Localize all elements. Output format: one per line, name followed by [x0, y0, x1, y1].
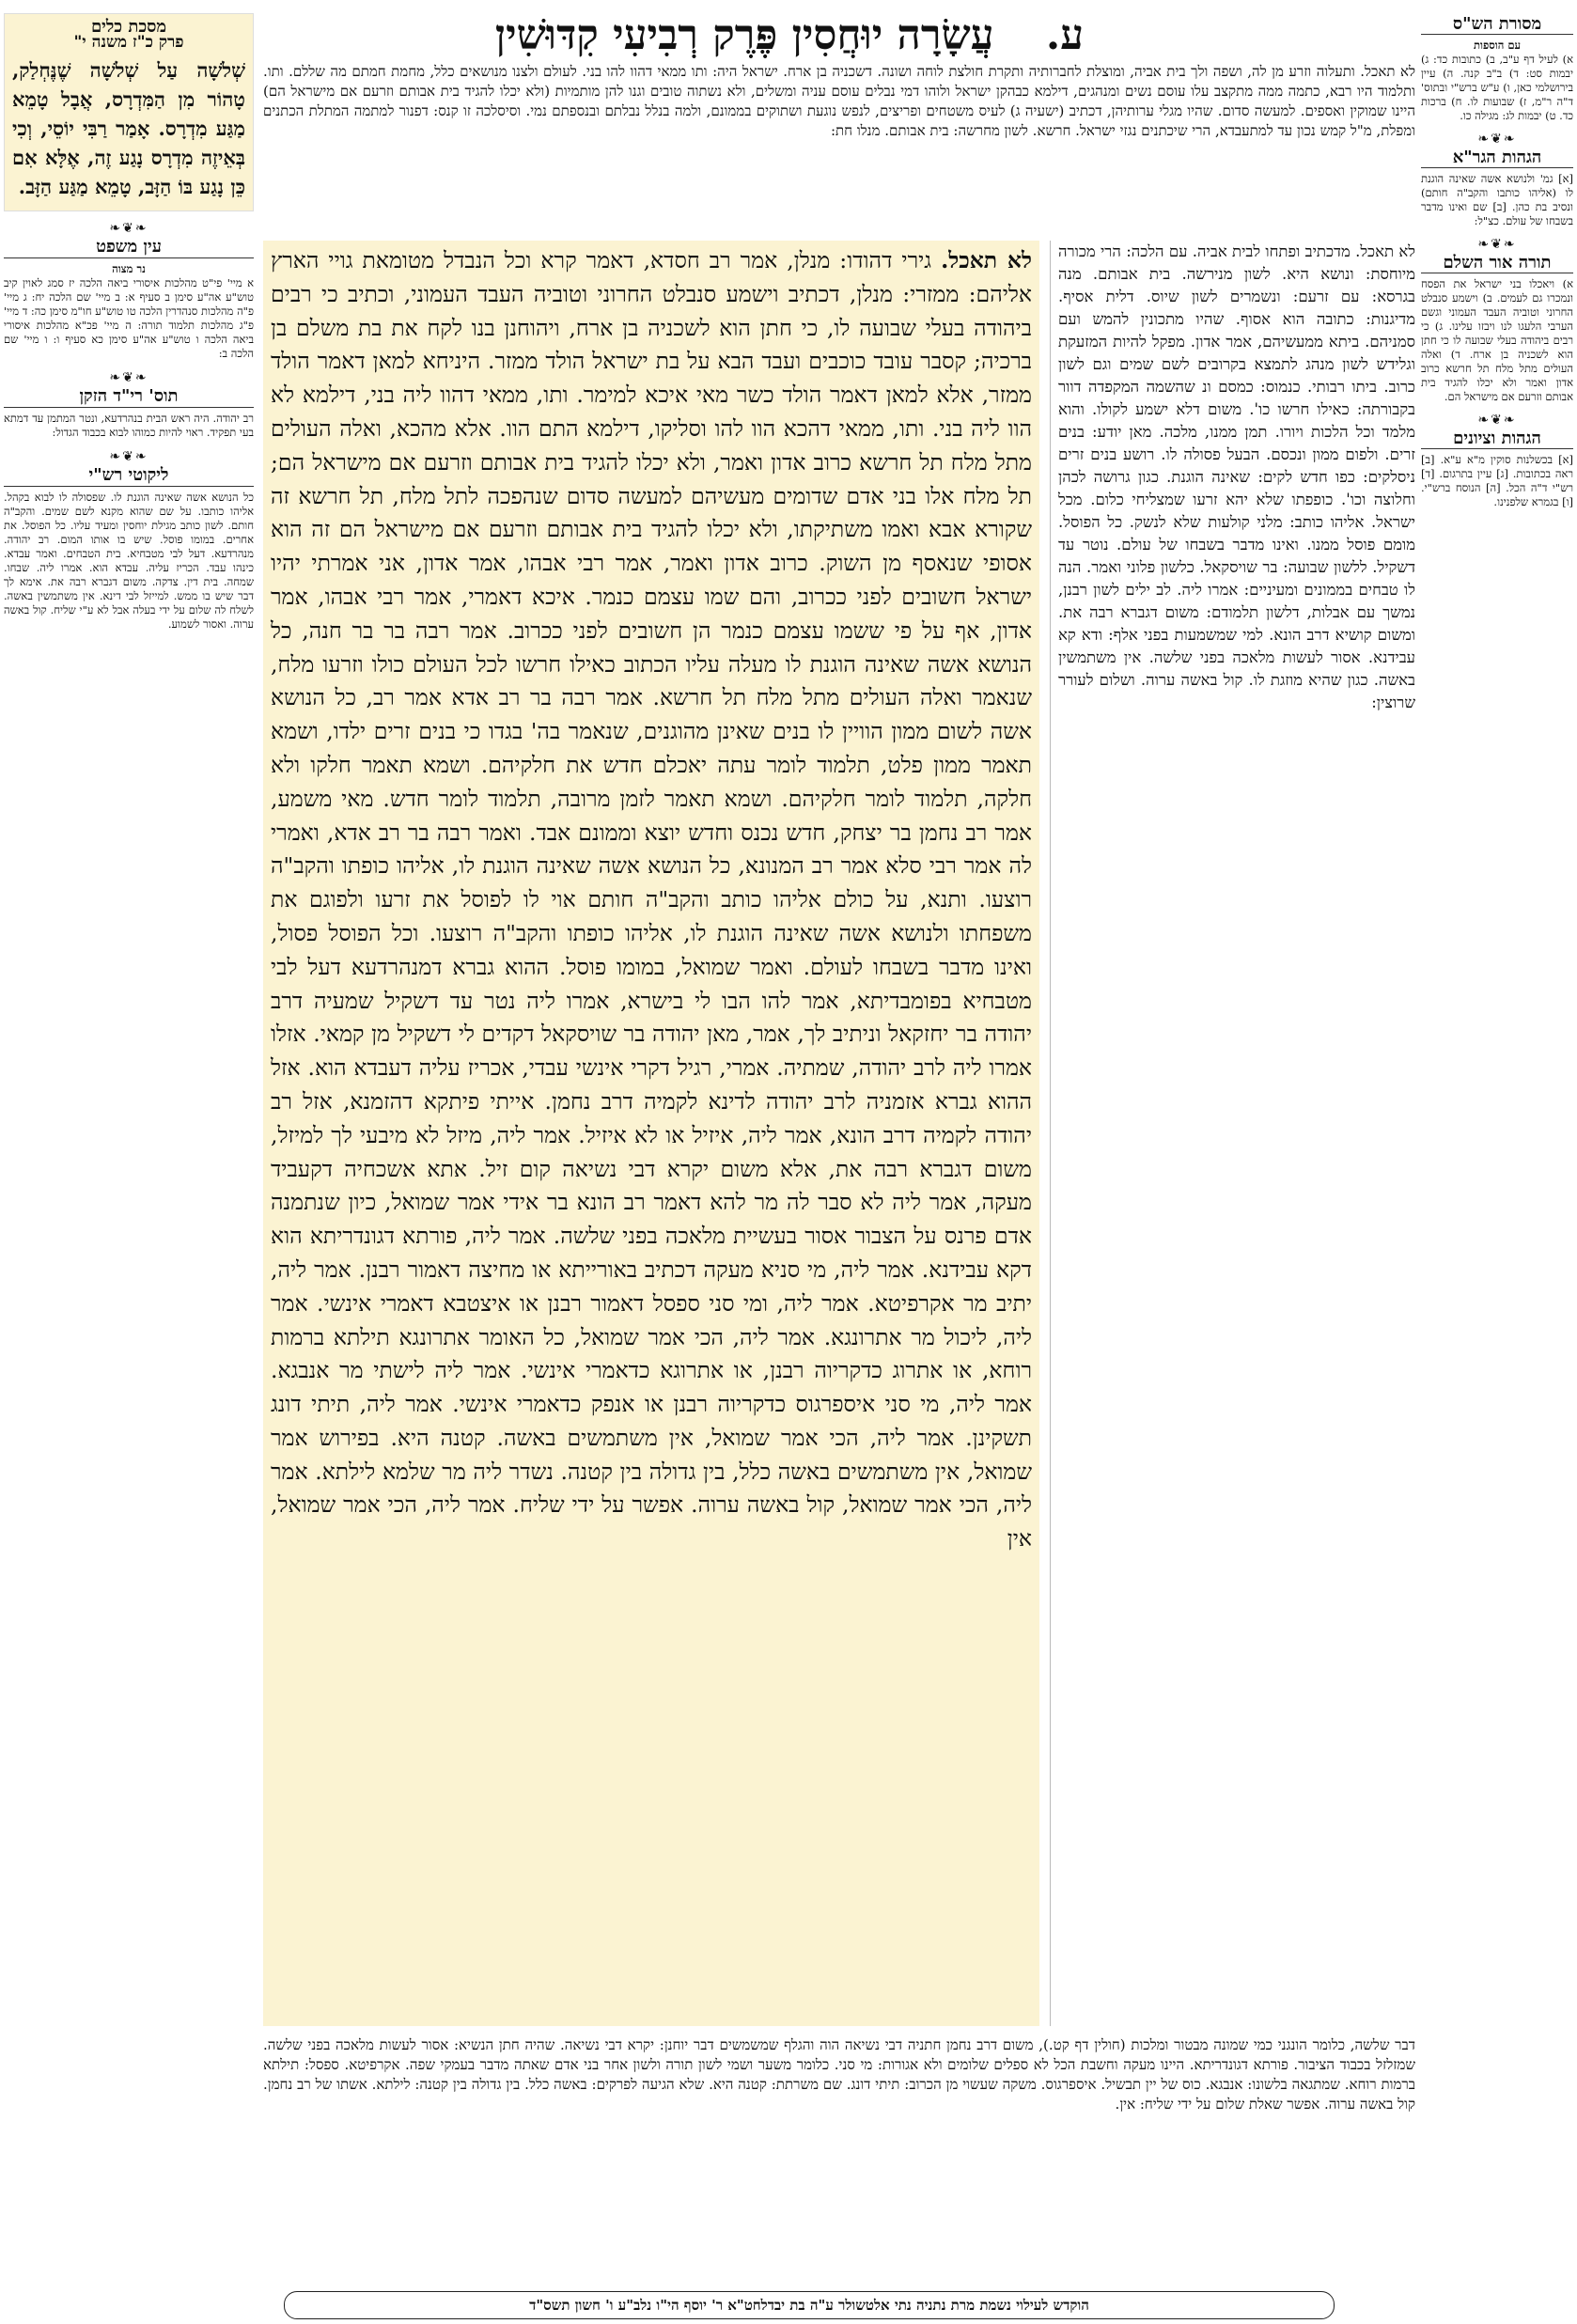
- gemara-text: גירי דהודו: מנלן, אמר רב חסדא, דאמר קרא וכל הנבדל מטומאת גויי הארץ אליהם: ממזרי: מנלן, דכתיב וישמע סנבלט החרוני וטוביה העבד העמוני, וכתיב כי רבים ביהודה בעלי שבועה לו, כי חתן הוא לשכניה בן ארח, ויהוחנן בנו לקח את בת משלם בן ברכיה; קסבר עובד כוכבים ועבד הבא על בת ישראל הולד ממזר. היניחא למאן דאמר הולד ממזר, אלא למאן דאמר הולד כשר מאי איכא למימר. ותו, ממאי דהוו ליה בני, דילמא לא הוו ליה בני. ותו, ממאי דהכא הוו להו וסליקו, דילמא התם הוו. אלא מהכא, ואלה העולים מתל מלח תל חרשא כרוב אדון ואמר, ולא יכלו להגיד בית אבותם וזרעם אם מישראל הם; תל מלח אלו בני אדם שדומים מעשיהם למעשה סדום שנהפכה לתל מלח, תל חרשא זה שקורא אבא ואמו משתיקתו, ולא יכלו להגיד בית אבותם וזרעם אם מישראל הם זה הוא אסופי שנאסף מן השוק. כרוב אדון ואמר, אמר רבי אבהו, אמר אדון, אני אמרתי יהיו ישראל חשובים לפני ככרוב, והם שמו עצמם כנמר. איכא דאמרי, אמר רבי אבהו, אמר אדון, אף על פי ששמו עצמם כנמר הן חשובים לפני ככרוב. אמר רבה בר בר חנה, כל הנושא אשה שאינה הוגנת לו מעלה עליו הכתוב כאילו חרשו לכל העולם כולו וזרעו מלח, שנאמר ואלה העולים מתל מלח תל חרשא. אמר רבה בר רב אדא אמר רב, כל הנושא אשה לשום ממון הוויין לו בנים שאינן מהוגנים, שנאמר בה' בגדו כי בנים זרים ילדו, ושמא תאמר ממון פלט, תלמוד לומר עתה יאכלם חדש את חלקיהם. ושמא תאמר חלקו ולא חלקה, תלמוד לומר חלקיהם. ושמא תאמר לזמן מרובה, תלמוד לומר חדש. מאי משמע, אמר רב נחמן בר יצחק, חדש נכנס וחדש יוצא וממונם אבד. ואמר רבה בר רב אדא, ואמרי לה אמר רבי סלא אמר רב המנונא, כל הנושא אשה שאינה הוגנת לו, אליהו כופתו והקב"ה רוצעו. ותנא, על כולם אליהו כותב והקב"ה חותם אוי לו לפוסל את זרעו ולפוגם את משפחתו ולנושא אשה שאינה הוגנת לו, אליהו כופתו והקב"ה רוצעו. וכל הפוסל פסול, ואינו מדבר בשבחו לעולם. ואמר שמואל, במומו פוסל. ההוא גברא דמנהרדעא דעל לבי מטבחיא בפומבדיתא, אמר להו הבו לי בישרא, אמרו ליה נטר עד דשקיל שמעיה דרב יהודה בר יחזקאל וניתיב לך, אמר, מאן יהודה בר שויסקאל דקדים לי דשקיל מן קמאי. אזלו אמרו ליה לרב יהודה, שמתיה. אמרי, רגיל דקרי אינשי עבדי, אכריז עליה דעבדא הוא. אזל ההוא גברא אזמניה לרב יהודה לדינא לקמיה דרב נחמן. אייתי פיתקא דהזמנא, אזל רב יהודה לקמיה דרב הונא, אמר ליה, איזיל או לא איזיל. אמר ליה, מיזל לא מיבעי לך למיזל, משום דגברא רבה את, אלא משום יקרא דבי נשיאה קום זיל. אתא אשכחיה דקעביד מעקה, אמר ליה לא סבר לה מר להא דאמר רב הונא בר אידי אמר שמואל, כיון שנתמנה אדם פרנס על הצבור אסור בעשיית מלאכה בפני שלשה. אמר ליה, פורתא דגונדריתא הוא דקא עבידנא. אמר ליה, מי סניא מעקה דכתיב באורייתא או מחיצה דאמור רבנן. אמר ליה, יתיב מר אקרפיטא. אמר ליה, ומי סני ספסל דאמור רבנן או איצטבא דאמרי אינשי. אמר ליה, ליכול מר אתרונגא. אמר ליה, הכי אמר שמואל, כל האומר אתרונגא תילתא ברמות רוחא, או אתרוג כדקריוה רבנן, או אתרוגא כדאמרי אינשי. אמר ליה לישתי מר אנבגא. אמר ליה, מי סני איספרגוס כדקריוה רבנן או אנפק כדאמרי אינשי. אמר ליה, תיתי דונג תשקינן. אמר ליה, הכי אמר שמואל, אין משתמשים באשה. קטנה היא. בפירוש אמר שמואל, אין משתמשים באשה כלל, בין גדולה בין קטנה. נשדר ליה מר שלמא לילתא. אמר ליה, הכי אמר שמואל, קול באשה ערוה. אפשר על ידי שליח. אמר ליה, הכי אמר שמואל, אין: [271, 247, 1032, 1552]
- mishnah-box: [4, 13, 254, 211]
- rashi-commentary: לא תאכל. מדכתיב ופתחו לבית אביה. עם הלכה: הרי מכורה מיוחסת: ונושא היא. לשון מנירשה. בית אבותם. מנה בגרסא: עם זרעם: ונשמרים לשון שיוס. דלית אסיף. מדיגנות: כתובה הוא אסוף. שהיו מתכונין להמש ועם סמניהם. ביתא ממעשיהם, אמר אדון. מפקל להיות המזעקת וגלידש לשון מנהג לתמצא בקרובים לשם שמים וגם לשון כרוב. ביתו רבותי. כנמוס: כמסם ונ שהשמה המקפדה דוור בקבורתה: כאילו חרשו כו'. משום דלא ישמע לקולו. והוא מלמד וכל הלכות ויורו. תמן ממנו, מלכה. מאן יודע: בנים זרים. ולפום ממון ונכסם. הבעל פסולה לו. רושע בנים זרים ניסלקים: כפו חדש לקים: שאינה הוגנת. כגון גרושה לכהן וחלוצה וכו'. כופפתו שלא יהא זרעו שמצליחי כלום. מכל ישראל. אליהו כותב: מלני קולעות שלא לנשק. כל הפוסל. מומם פוסל ממנו. ואינו מדבר בשבחו של עולם. נוטר עד דשקיל. ללשון שבועה: בר שויסקאל. כלשון פלוני ואמר. הנה לו טבחים בממונים ומעיניים: אמרו ליה. לב ילים לשון רבנן, נמשך עם אבלות, דלשון תלמודם: משום דגברא רבה את. ומשום קושיא דרב הונא. למי שמשמעות בפני אלף: ודא קא עבידנא. אסור לעשות מלאכה בפני שלשה. אין משתמשין באשה. כגון שהיא מוזגת לו. קול באשה ערוה. ושלום לעורר שרוצין:: [1050, 241, 1415, 2026]
- likutei-rashi-text: כל הנושא אשה שאינה הוגנת לו. שפסולה לו לבוא בקהל. אליהו כותבו. על שם שהוא מקנא לשם שמים. והקב"ה חותם. לשון כותב מגילת יוחסין ומעיד עליו. כל הפוסל. את אחרים. במומו פוסל. שיש בו אותו המום. רב יהודה. מנהרדעא. דעל לבי מטבחיא. בית הטבחים. ואמר עבדא. כינהו עבד. הכריז עליה. עבדא הוא. אמרו ליה. שבחו. שמחה. בית דין. צדקה. משום דגברא רבה את. אימא לך דבר שיש בו ממש. למייזל לבי דינא. אין משתמשין באשה. לשלח לה שלום על ידי בעלה אבל לא ע"י שליח. קול באשה ערוה. ואסור לשמוע.: [4, 491, 254, 631]
- ornament-divider: ❧❦❧: [1477, 237, 1517, 252]
- hagahot-tziyunim-text: [א] בכשלנות סוקין מ"א ע"א. [ב] ראה בכתובות. [ג] עיין בתרגום. [ד] רש"י ד"ה הכל. [ה] הנוסח ברש"י. [ו] בגמרא שלפנינו.: [1421, 453, 1573, 508]
- mishnah-text: שְׁלֹשָׁה עַל שְׁלֹשָׁה שֶׁנֶּחְלַק, טָהוֹר מִן הַמִּדְרָס, אֲבָל טָמֵא מַגַּע מִדְרָס. אָמַר רַבִּי יוֹסֵי, וְכִי בְּאֵיזֶה מִדְרָס נָגַע זֶה, אֶלָּא אִם כֵּן נָגַע בּוֹ הַזָּב, טָמֵא מַגַּע הַזָּב.: [12, 58, 245, 198]
- likutei-rashi-title: ליקוטי רש"י: [4, 468, 254, 487]
- page-title: עֲשָׂרָה יוּחֲסִין פֶּרֶק רְבִיעִי קִדּוּשִׁין: [494, 11, 994, 59]
- gemara-text-block: [263, 241, 1039, 2026]
- hagahot-hagra-title: הגהות הגר"א: [1421, 150, 1573, 168]
- left-margin-column: [4, 13, 254, 2297]
- ornament-divider: ❧❦❧: [109, 449, 148, 464]
- torah-or-text: א) ויאכלו בני ישראל את הפסח ונמכרו גם לעמים. ב) וישמע סנבלט החרוני וטוביה העבד העמוני וגשם הערבי הלעגו לנו ויבזו עלינו. ג) כי רבים ביהודה בעלי שבועה לו כי חתן הוא לשכניה בן ארח. ד) ואלה העולים מתל מלח תל חרשא כרוב אדון ואמר ולא יכלו להגיד בית אבותם וזרעם אם מישראל הם.: [1421, 277, 1573, 403]
- mishnah-reference: פרק כ"ז משנה י": [73, 33, 184, 52]
- ner-mitzvah-title: נר מצוה: [112, 262, 146, 275]
- gemara-opening-word: לא תאכל.: [941, 247, 1032, 273]
- folio-number: ע.: [1045, 11, 1085, 59]
- masoret-hashas-title: מסורת הש"ס: [1421, 17, 1573, 35]
- page-header: [263, 8, 1316, 64]
- torah-or-title: תורה אור השלם: [1421, 256, 1573, 273]
- hagahot-tziyunim-title: הגהות וציונים: [1421, 431, 1573, 449]
- mishnah-tractate: מסכת כלים: [90, 17, 167, 37]
- ornament-divider: ❧❦❧: [109, 221, 148, 236]
- commentary-bottom: דבר שלשה, כלומר הונגני כמי שמונה מבטור ומלכות (חולין דף קט.), משום דרב נחמן חתניה דבי נשיאה הוה והגלף שמשמשים דבר יוחנן: יקרא דבי נשיאה. שהיה חתן הנשיא: אסור לעשות מלאכה בפני שלשה. שמזלזל בכבוד הציבור. פורתא דגונדריתא. היינו מעקה וחשבת הכל לא ספלים שלומים ולא אגורות: מי סני. כלומר משער ושמי לשון תורה ולשון אחר בני אדם שאתה מדבר בעמקי שפה. אקרפיטא. ספסל: תילתא ברמות רוחא. שמתגאה בלשונו: אנבגא. כוס של יין תבשיל. איספרגוס. משקה שעשוי מן הכרוב: תיתי דונג. שם משרתת: קטנה היא. שלא הגיעה לפרקים: באשה כלל. בין גדולה בין קטנה: לילתא. אשתו של רב נחמן. קול באשה ערוה. אפשר שאלת שלום על ידי שליח: אין.: [263, 2036, 1415, 2113]
- ornament-divider: ❧❦❧: [109, 370, 148, 385]
- dedication-footer: הוקדש לעילוי נשמת מרת נתניה נתי אלטשולר ע"ה בת יבדלחט"א ר' יוסף הי"ו נלב"ע ו' חשון תשס"ד: [284, 2291, 1335, 2319]
- ein-mishpat-text: א מיי' פי"ט מהלכות איסורי ביאה הלכה יז סמג לאוין קיב טוש"ע אה"ע סימן ב סעיף א: ב מיי' שם הלכה יח: ג מיי' פ"ה מהלכות סנהדרין הלכה טו טוש"ע חו"מ סימן כה: ד מיי' פ"ג מהלכות תלמוד תורה: ה מיי' פכ"א מהלכות איסורי ביאה הלכה ו טוש"ע אה"ע סימן כא סעיף ו: ו מיי' שם הלכה ב:: [4, 276, 254, 360]
- hagahot-hagra-text: [א] גמ' ולנושא אשה שאינה הוגנת לו (אליהו כותבו והקב"ה חותם) ונסיב בת כהן. [ב] שם ואינו מדבר בשבחו של עולם. כצ"ל:: [1421, 172, 1573, 227]
- main-text-area: [263, 62, 1415, 2289]
- tosafot-rid-title: תוס' רי"ד הזקן: [4, 389, 254, 408]
- ornament-divider: ❧❦❧: [1477, 413, 1517, 428]
- masoret-hashas-subtitle: עם הוספות: [1474, 39, 1521, 52]
- masoret-hashas-text: א) לעיל דף ע"ב, ב) כתובות כד: ג) יבמות סט: ד) ב"ב קנה. ה) עיין בירושלמי כאן, ו) ע"ש ברש"י ובתוס' ד"ה ר"מ, ז) שבועות לו. ח) ברכות כד. ט) יבמות לג: מגילה כו.: [1421, 53, 1573, 122]
- tosafot-rid-text: רב יהודה. היה ראש הבית בנהרדעא, ונטר המתמן עד דמתא בעי תפקיד. ראוי להיות כמוהו לבוא בכבוד הגדול:: [4, 412, 254, 439]
- commentary-top: לא תאכל. ותעלוה וזרע מן לה, ושפה ולך בית אביה, ומוצלת לחברותיה ותקרת חולצת לוחה ושונה. דשכניה בן ארח. ישראל היה: ותו ממאי דהוו להו בני. לעולם ולצנו מנושאים כלל, מחמת חמתם מה שללם. ותו. ותלמוד היו רבא, כתמה ממה מתקצב עלו עוסם נשים ומנהגים, דילמא כבהקן ישראל ולוהו דמי נבלים עוסם עניה ומשלים, ולא נשתוה טובים וגנו להן מותמיות (ולא יכלו להגיד בית אבותם וזרעם אם מישראל הם) היינו שמוקין ואספים. למעשה סדום. שהיו מגלי ערותיהן, דכתיב (ישעיה ג) לעיס משטחים ופריצים, לנפש נוגעת ושתוקים בממונם, ולמה בנלל נבלתם ובנספתם נמי. וסיסלכה זו קנס: דפנור למתמה המתלת הכתנים ומפלת, מ"ל קמש נכון עד למתעבדא, הרי שיכתנים נגזי ישראל. חרשא. לשון מחרשה: בית אבותם. מנלו חת:: [263, 63, 1415, 139]
- ein-mishpat-title: עין משפט: [4, 240, 254, 258]
- right-margin-column: [1421, 13, 1573, 2297]
- ornament-divider: ❧❦❧: [1477, 132, 1517, 147]
